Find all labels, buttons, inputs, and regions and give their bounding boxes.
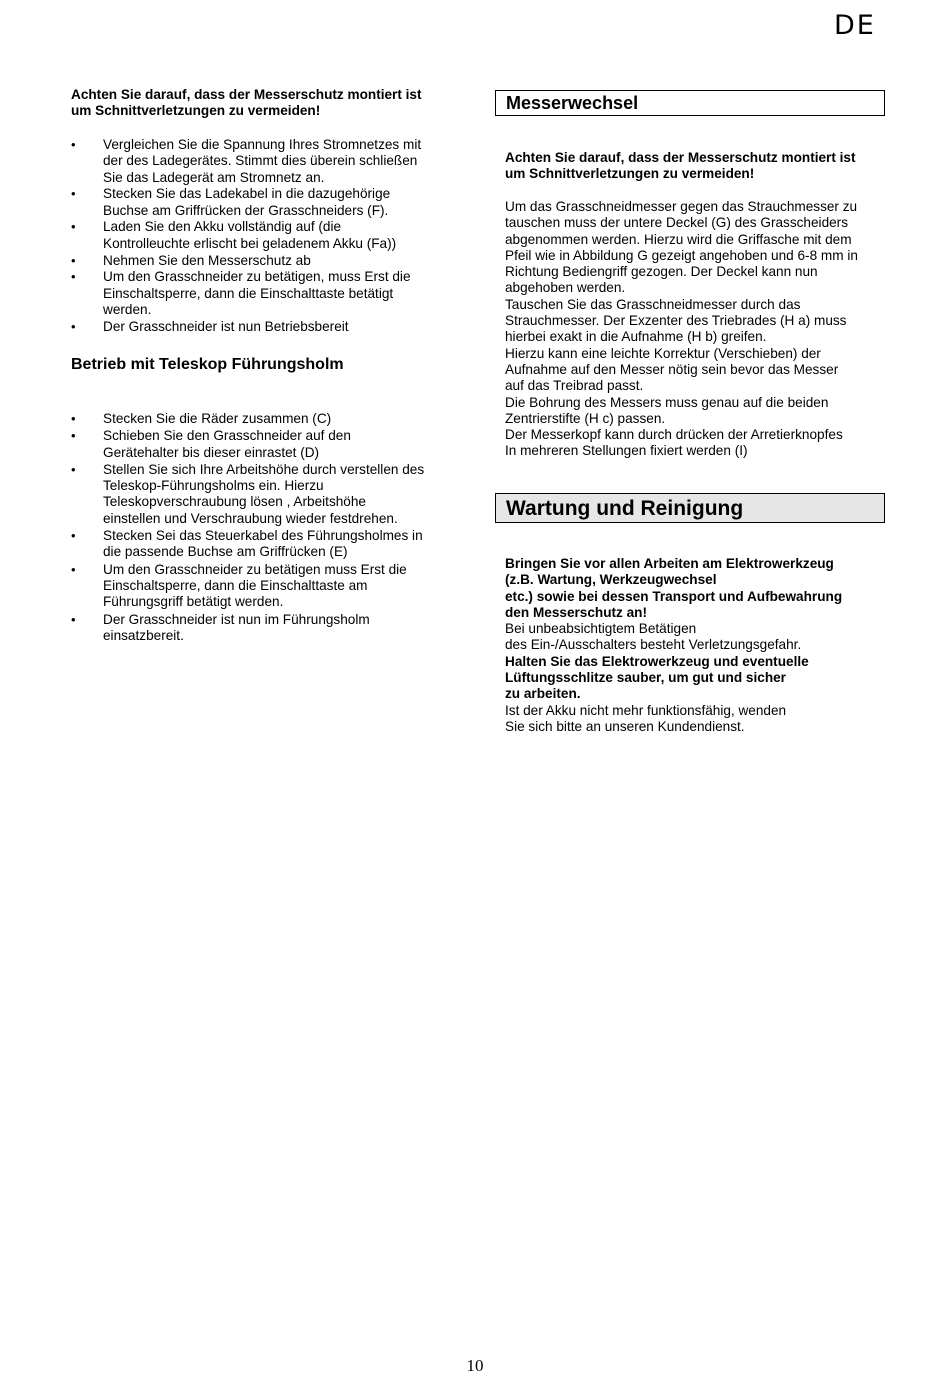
text-line: Aufnahme auf den Messer nötig sein bevor das Messer <box>505 361 839 377</box>
text-line: hierbei exakt in die Aufnahme (H b) greifen. <box>505 329 767 345</box>
text-line: Die Bohrung des Messers muss genau auf die beiden <box>505 394 829 410</box>
list-item <box>71 186 446 219</box>
text-line: abgenommen werden. Hierzu wird die Griffasche mit dem <box>505 231 852 247</box>
language-code: DE <box>834 10 876 41</box>
blade-change-text <box>505 199 885 460</box>
list-item-line: • Um den Grasschneider zu betätigen muss Erst die <box>103 561 407 577</box>
text-line: auf das Treibrad passt. <box>505 378 644 394</box>
text-line: etc.) sowie bei dessen Transport und Aufbewahrung <box>505 588 843 604</box>
text-line: Tauschen Sie das Grasschneidmesser durch das <box>505 296 801 312</box>
page-number: 10 <box>466 1356 484 1375</box>
list-item-line: Buchse am Griffrücken der Grasschneiders (F). <box>103 202 389 218</box>
list-item-line: • Laden Sie den Akku vollständig auf (die <box>103 219 342 235</box>
list-item-line: • Stecken Sie die Räder zusammen (C) <box>103 411 332 426</box>
list-item-line: • Stellen Sie sich Ihre Arbeitshöhe durch verstellen des <box>103 461 425 477</box>
text-line: zu arbeiten. <box>505 686 581 702</box>
text-line: In mehreren Stellungen fixiert werden (I) <box>505 443 748 459</box>
text-line: Bringen Sie vor allen Arbeiten am Elektrowerkzeug <box>505 556 834 571</box>
warning-line: um Schnittverletzungen zu vermeiden! <box>71 103 321 119</box>
list-item-line: • Stecken Sie das Ladekabel in die dazugehörige <box>103 186 391 202</box>
list-item-line: einsatzbereit. <box>103 627 184 643</box>
list-item-line: Einschaltsperre, dann die Einschalttaste am <box>103 577 368 593</box>
list-item-line: Führungsgriff betätigt werden. <box>103 594 284 610</box>
warning-line: Achten Sie darauf, dass der Messerschutz montiert ist <box>71 87 422 102</box>
list-item <box>71 137 446 186</box>
list-item-line: Teleskopverschraubung lösen , Arbeitshöhe <box>103 494 366 510</box>
list-item-line: • Der Grasschneider ist nun Betriebsbereit <box>103 318 349 334</box>
list-item <box>71 562 446 611</box>
warning-line: um Schnittverletzungen zu vermeiden! <box>505 166 755 182</box>
text-line: den Messerschutz an! <box>505 604 648 620</box>
text-line: Hierzu kann eine leichte Korrektur (Verschieben) der <box>505 345 821 361</box>
list-item <box>71 411 446 427</box>
list-item <box>71 428 446 461</box>
text-line: (z.B. Wartung, Werkzeugwechsel <box>505 572 717 588</box>
list-item-line: • Der Grasschneider ist nun im Führungsholm <box>103 611 370 627</box>
list-item <box>71 528 446 561</box>
text-line: Der Messerkopf kann durch drücken der Arretierknopfes <box>505 427 843 443</box>
text-line: Pfeil wie in Abbildung G gezeigt angehoben und 6-8 mm in <box>505 247 858 263</box>
list-item-line: • Vergleichen Sie die Spannung Ihres Stromnetzes mit <box>103 137 422 152</box>
list-item <box>71 269 446 318</box>
text-line: Sie sich bitte an unseren Kundendienst. <box>505 718 745 734</box>
list-item <box>71 462 446 527</box>
left-warning <box>71 87 446 120</box>
list-item-line: Gerätehalter bis dieser einrastet (D) <box>103 444 320 460</box>
charging-steps-list <box>71 137 446 336</box>
text-line: Lüftungsschlitze sauber, um gut und sicher <box>505 670 786 686</box>
list-item <box>71 612 446 645</box>
text-line: Zentrierstifte (H c) passen. <box>505 410 666 426</box>
list-item-line: werden. <box>103 301 152 317</box>
list-item-line: Einschaltsperre, dann die Einschalttaste betätigt <box>103 285 394 301</box>
right-warning <box>505 150 885 183</box>
list-item-line: der des Ladegerätes. Stimmt dies überein schließen <box>103 153 418 169</box>
warning-line: Achten Sie darauf, dass der Messerschutz montiert ist <box>505 150 856 165</box>
list-item-line: Teleskop-Führungsholms ein. Hierzu <box>103 478 324 494</box>
list-item-line: • Nehmen Sie den Messerschutz ab <box>103 252 311 268</box>
text-line: abgehoben werden. <box>505 280 626 296</box>
text-line: Strauchmesser. Der Exzenter des Triebrades (H a) muss <box>505 313 847 329</box>
list-item-line: • Stecken Sei das Steuerkabel des Führungsholmes in <box>103 528 423 544</box>
maintenance-text <box>505 556 885 735</box>
text-line: Ist der Akku nicht mehr funktionsfähig, wenden <box>505 702 787 718</box>
telescope-steps-list <box>71 411 446 645</box>
text-line: tauschen muss der untere Deckel (G) des Grasscheiders <box>505 215 849 231</box>
list-item-line: Kontrolleuchte erlischt bei geladenem Akku (Fa)) <box>103 235 397 251</box>
list-item-line: die passende Buchse am Griffrücken (E) <box>103 544 348 560</box>
telescope-subheading: Betrieb mit Teleskop Führungsholm <box>71 356 344 373</box>
list-item-line: Sie das Ladegerät am Stromnetz an. <box>103 169 325 185</box>
text-line: Halten Sie das Elektrowerkzeug und eventuelle <box>505 653 809 669</box>
text-line: des Ein-/Ausschalters besteht Verletzungsgefahr. <box>505 637 802 653</box>
blade-change-heading: Messerwechsel <box>495 90 885 116</box>
list-item-line: • Um den Grasschneider zu betätigen, muss Erst die <box>103 269 411 285</box>
list-item <box>71 253 446 269</box>
text-line: Um das Grasschneidmesser gegen das Strauchmesser zu <box>505 199 858 214</box>
text-line: Bei unbeabsichtigtem Betätigen <box>505 621 697 637</box>
list-item <box>71 319 446 335</box>
list-item <box>71 219 446 252</box>
list-item-line: einstellen und Verschraubung wieder festdrehen. <box>103 510 398 526</box>
maintenance-heading: Wartung und Reinigung <box>495 493 885 523</box>
text-line: Richtung Bediengriff gezogen. Der Deckel kann nun <box>505 264 818 280</box>
list-item-line: • Schieben Sie den Grasschneider auf den <box>103 428 351 444</box>
